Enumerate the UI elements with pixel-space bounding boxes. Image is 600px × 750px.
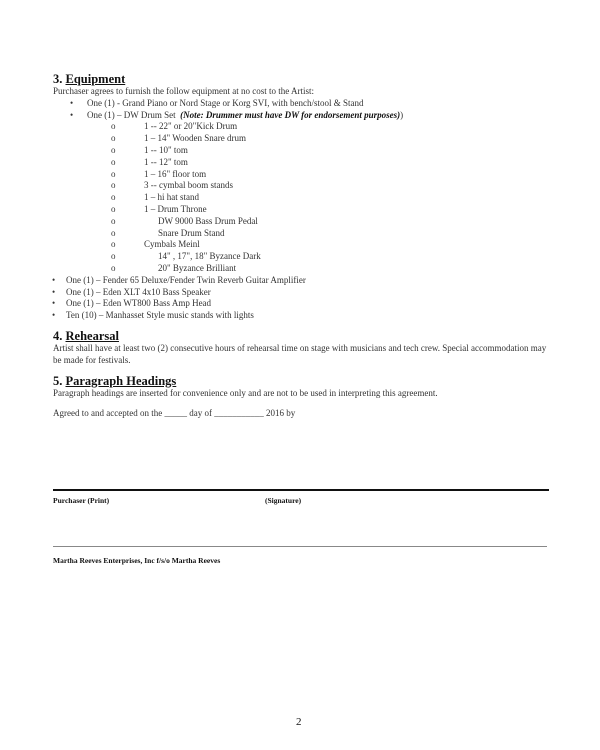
equipment-item-text: One (1) – Eden XLT 4x10 Bass Speaker — [66, 286, 211, 297]
drum-part-item — [53, 180, 553, 192]
drum-part-text: 1 – 14" Wooden Snare drum — [144, 133, 247, 144]
agreement-line: Agreed to and accepted on the _____ day of ___________ 2016 by — [53, 408, 296, 419]
list-item — [53, 298, 553, 310]
list-item — [53, 310, 553, 322]
drum-part-text: 1 -- 22" or 20"Kick Drum — [144, 121, 238, 132]
list-item — [53, 110, 553, 122]
drum-part-text: DW 9000 Bass Drum Pedal — [158, 215, 258, 226]
drum-part-text: 14" , 17", 18" Byzance Dark — [158, 251, 261, 262]
section-5-title: Paragraph Headings — [65, 373, 177, 388]
section-5-number: 5. — [53, 373, 63, 388]
section-4-title: Rehearsal — [65, 328, 119, 343]
drum-part-text: Snare Drum Stand — [158, 227, 225, 238]
drum-parts-list — [53, 121, 553, 274]
item-piano: One (1) - Grand Piano or Nord Stage or Korg SVI, with bench/stool & Stand — [87, 97, 364, 108]
circle-bullet-icon: o — [111, 144, 116, 155]
section-3-number: 3. — [53, 72, 63, 86]
drum-part-text: Cymbals Meinl — [144, 239, 200, 250]
drum-part-text: 3 -- cymbal boom stands — [144, 180, 233, 191]
drum-part-item — [53, 204, 553, 216]
bullet-icon: • — [70, 97, 74, 108]
section-5 — [53, 374, 553, 400]
drum-part-item — [53, 239, 553, 251]
drum-part-text: 20" Byzance Brilliant — [158, 262, 237, 273]
section-4-heading — [53, 329, 553, 343]
page-number: 2 — [296, 716, 302, 728]
circle-bullet-icon: o — [111, 227, 116, 238]
bullet-icon: • — [52, 298, 56, 309]
drum-part-item — [53, 145, 553, 157]
list-item — [53, 98, 553, 110]
item-drums: One (1) – DW Drum Set — [87, 109, 176, 120]
signature-label: (Signature) — [265, 496, 302, 505]
section-5-text: Paragraph headings are inserted for convenience only and are not to be used in interpreting this agreement. — [53, 387, 438, 398]
equipment-item-text: One (1) – Eden WT800 Bass Amp Head — [66, 298, 212, 309]
drum-part-item — [53, 263, 553, 275]
bullet-icon: • — [52, 310, 56, 321]
drums-note-close: ) — [400, 109, 404, 120]
bullet-icon: • — [52, 274, 56, 285]
list-item — [53, 287, 553, 299]
section-4 — [53, 329, 553, 367]
document-body — [53, 72, 553, 420]
drum-part-text: 1 -- 10" tom — [144, 144, 188, 155]
section-3-title: Equipment — [65, 72, 126, 86]
drum-part-text: 1 – hi hat stand — [144, 192, 199, 203]
drum-part-item — [53, 121, 553, 133]
more-equipment-list — [53, 275, 553, 322]
drum-part-item — [53, 133, 553, 145]
circle-bullet-icon: o — [111, 203, 116, 214]
circle-bullet-icon: o — [111, 180, 116, 191]
circle-bullet-icon: o — [111, 133, 116, 144]
list-item — [53, 275, 553, 287]
drum-part-item — [53, 157, 553, 169]
circle-bullet-icon: o — [111, 215, 116, 226]
bullet-icon: • — [70, 109, 74, 120]
section-5-heading — [53, 374, 553, 388]
purchaser-print-label: Purchaser (Print) — [53, 496, 110, 505]
circle-bullet-icon: o — [111, 168, 116, 179]
circle-bullet-icon: o — [111, 262, 116, 273]
company-name: Martha Reeves Enterprises, Inc f/s/o Martha Reeves — [53, 556, 221, 565]
equipment-item-text: One (1) – Fender 65 Deluxe/Fender Twin Reverb Guitar Amplifier — [66, 274, 306, 285]
section-4-text: Artist shall have at least two (2) consecutive hours of rehearsal time on stage with musicians and tech crew. Special accommodation may be made for festivals. — [53, 342, 547, 365]
drum-part-text: 1 – Drum Throne — [144, 203, 207, 214]
drum-part-item — [53, 251, 553, 263]
drum-part-item — [53, 228, 553, 240]
drum-part-item — [53, 216, 553, 228]
company-line — [53, 546, 547, 547]
section-3-heading — [53, 72, 553, 86]
section-4-number: 4. — [53, 328, 63, 343]
circle-bullet-icon: o — [111, 251, 116, 262]
drum-part-text: 1 -- 12" tom — [144, 156, 188, 167]
circle-bullet-icon: o — [111, 156, 116, 167]
drum-part-item — [53, 169, 553, 181]
drum-part-item — [53, 192, 553, 204]
equipment-item-text: Ten (10) – Manhasset Style music stands with lights — [66, 310, 254, 321]
equipment-list — [53, 98, 553, 122]
signature-line — [53, 489, 549, 491]
circle-bullet-icon: o — [111, 239, 116, 250]
drums-note: (Note: Drummer must have DW for endorsement purposes) — [180, 109, 401, 120]
circle-bullet-icon: o — [111, 121, 116, 132]
section-3-intro: Purchaser agrees to furnish the follow equipment at no cost to the Artist: — [53, 86, 314, 96]
circle-bullet-icon: o — [111, 192, 116, 203]
bullet-icon: • — [52, 286, 56, 297]
drum-part-text: 1 – 16" floor tom — [144, 168, 207, 179]
